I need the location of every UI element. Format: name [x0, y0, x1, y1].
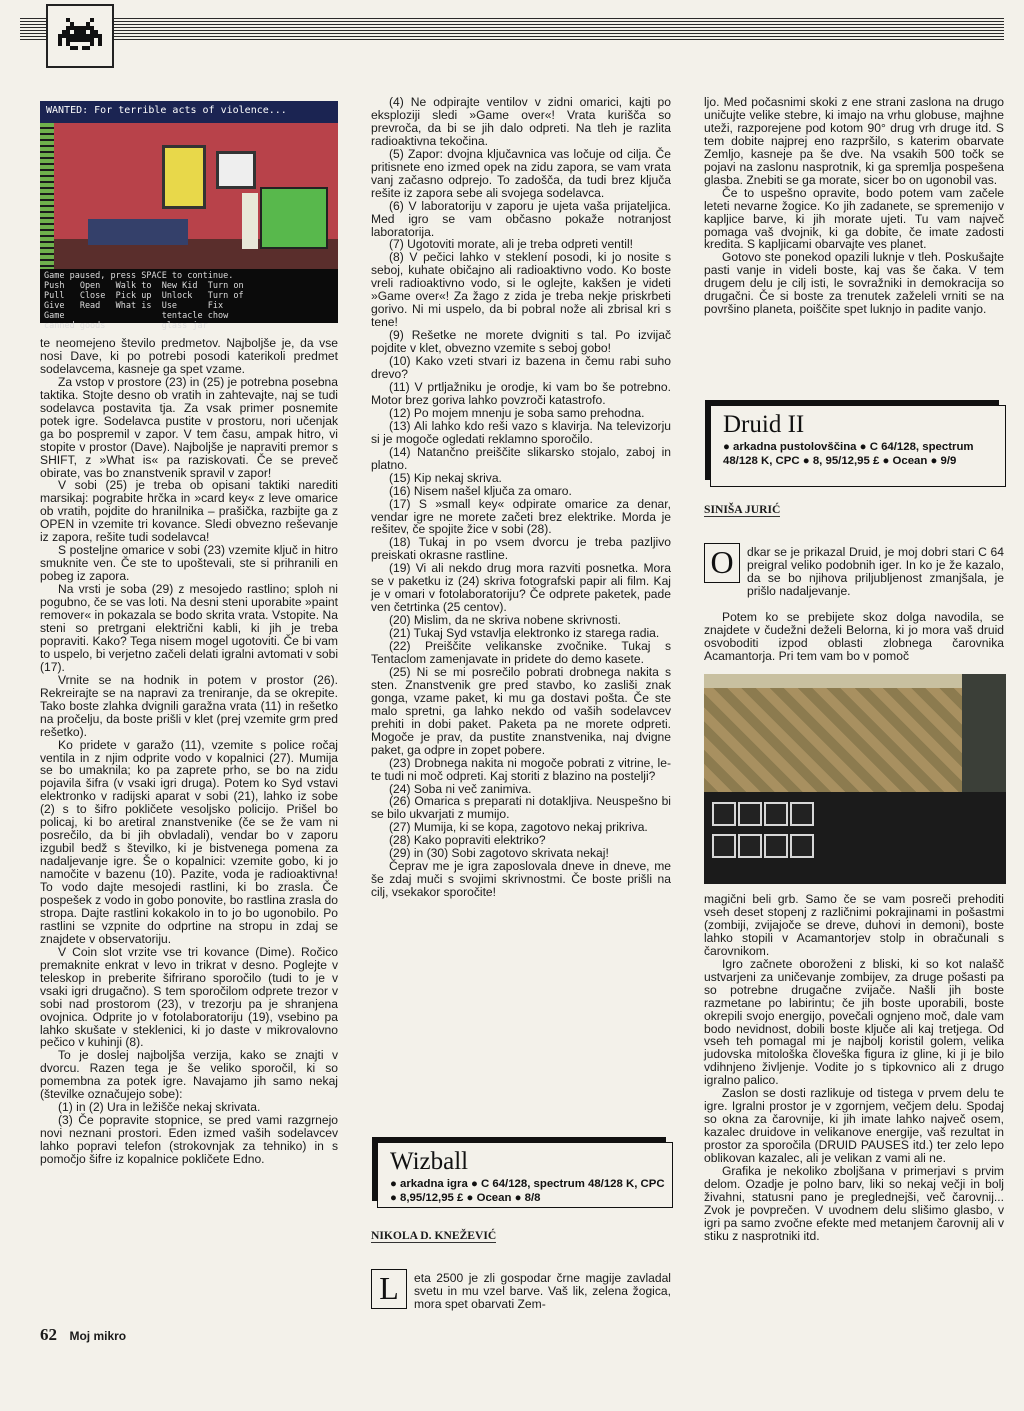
- paragraph: Če to uspešno opravite, bodo potem vam začele leteti nevarne žogice. Ko jih zadanete, se spremenijo v kapljice barve, ki jih morate ujeti. Tu vam največ pomaga vaš dvojnik, ki ga dobite, če imate zadosti kredita. S kapljicami obarvajte ves planet.: [704, 185, 1004, 252]
- wanted-poster-graphic: [162, 145, 206, 209]
- paragraph: (26) Omarica s preparati ni dotakljiva. Neuspešno bi se bilo ukvarjati z mumijo.: [371, 794, 671, 822]
- right-column-text-lower: [704, 893, 1004, 1243]
- picture-frame-graphic: [216, 151, 256, 189]
- paragraph: (6) V laboratoriju v zaporu je ujeta vaša prijateljica. Med igro se vam občasno pokaže notranjost laboratorija.: [371, 198, 671, 239]
- wizball-review-box: [377, 1142, 673, 1208]
- paragraph: (29) in (30) Sobi zagotovo skrivata nekaj!: [389, 846, 609, 861]
- page-number: 62: [40, 1325, 57, 1344]
- paragraph: (24) Soba ni več zanimiva.: [389, 781, 532, 796]
- paragraph: (9) Rešetke ne morete dvigniti s tal. Po izvijač pojdite v klet, obvezno vzemite s seboj gobo!: [371, 328, 671, 356]
- paragraph: Potem ko se prebijete skoz dolga navodila, se znajdete v čudežni deželi Belorna, ki jo mora vaš druid osvoboditi izpod oblasti zlobnega čarovnika Acamantorja. Pri tem vam bo v pomoč: [704, 610, 1004, 663]
- review-title: Druid II: [723, 411, 805, 438]
- room-graphic: [54, 123, 338, 269]
- paragraph: eta 2500 je zli gospodar črne magije zavladal svetu in mu vzel barve. Vaš lik, zelena žogica, mora spet obarvati Zem-: [414, 1271, 671, 1311]
- menu-line: Game paused, press SPACE to continue.: [44, 271, 234, 281]
- paragraph: (13) Ali lahko kdo reši vazo s klavirja. Na televizorju si je mogoče ogledati reklamno sporočilo.: [371, 418, 671, 446]
- maniac-mansion-screenshot: [40, 101, 338, 331]
- paragraph: (12) Po mojem mnenju je soba samo prehodna.: [389, 405, 645, 420]
- paragraph: (15) Kip nekaj skriva.: [389, 470, 502, 485]
- paragraph: (20) Mislim, da ne skriva nobene skrivnosti.: [389, 613, 621, 628]
- menu-line: Pull Close Pick up Unlock Turn of: [44, 291, 244, 301]
- menu-line: Game tentacle chow: [44, 311, 229, 321]
- paragraph: (21) Tukaj Syd vstavlja elektronko iz starega radia.: [389, 626, 660, 641]
- author-byline: NIKOLA D. KNEŽEVIĆ: [371, 1229, 497, 1242]
- drop-cap: O: [704, 543, 740, 583]
- header-rule: [20, 18, 1004, 40]
- paragraph: Za vstop v prostore (23) in (25) je potrebna posebna taktika. Stojte desno ob vratih in zahtevajte, naj se tudi sodelavca postavita tja. Za vsak primer posnemite potek igre. Sodelavca pustite v prostoru, nori učenjak ga bo pospremil v zapor. V tem času, ampak hitro, vi stopite v prostor (Dave). Najboljše je napraviti premor s SHIFT, z »What is« pa raziskovati. Če se preveč obirate, vas bo znanstvenik spravil v zapor!: [40, 374, 338, 480]
- paragraph: V sobi (25) je treba ob opisani taktiki narediti marsikaj: pograbite hrčka in »card key« z leve omarice ob vratih, pojdite do hranilnika – prašička, razbijte ga z OPEN in vzemite tri kovance. Sledi obvezno reševanje iz zapora, rešite tudi sodelavca!: [40, 478, 338, 545]
- paragraph: Ko pridete v garažo (11), vzemite s police ročaj ventila in z njim odprite vodo v kopalnici (27). Mumija se bo umaknila; ko pa zaprete prho, se bo na zidu pojavila šifra (v vsaki igri druga). Potem ko Syd vstavi elektronko v radijski aparat v sobi (21), lahko iz sobe (2) s to šifro pokličete vesoljsko policijo. Prišel bo policaj, ki bo aretiral znanstvenike (če se že vam ni posrečilo, da bi jih obvladali), vendar bo v zaporu izgubil bedž s številko, ki je bistvenega pomena za nadaljevanje igre. Še o kopalnici: vzemite gobo, ki jo namočite v bazenu (10). Pazite, voda je radioaktivna! To vodo dajte mesojedi rastlini, ki bo zrasla. Če pospešek z vodo in gobo ponovite, bo rastlina zrasla do stropa. Dajte rastlini kokakolo in to jo bo ugonobilo. Po rastlini se vzpnite do odprtine na stropu in zdaj se znajdete v observatoriju.: [40, 737, 338, 946]
- paragraph: ljo. Med počasnimi skoki z ene strani zaslona na drugo uničujte velike stebre, ki imajo na vrhu globuse, majhne uteži, razporejene pod kotom 90° drug vrh druge itd. S tem dobite najprej eno razpršilo, s katerim obarvate Zemljo, kasneje pa še dve. Na vsakih 500 točk se pojavi na zaslonu nasprotnik, ki ga spremlja pospešena glasba. Znebiti se ga morate, sicer bo on ugonobil vas.: [704, 95, 1004, 187]
- menu-line: canned goods glass jar: [44, 321, 208, 331]
- review-info: ● arkadna igra ● C 64/128, spectrum 48/128 K, CPC ● 8,95/12,95 £ ● Ocean ● 8/8: [390, 1178, 665, 1204]
- paragraph: (23) Drobnega nakita ni mogoče pobrati z vitrine, le-te tudi ni moč odpreti. Kaj storiti z blazino na postelji?: [371, 755, 671, 783]
- menu-line: Push Open Walk to New Kid Turn on: [44, 281, 244, 291]
- druid-screenshot: [704, 674, 1006, 884]
- drop-cap: L: [371, 1269, 407, 1309]
- right-column-text: [704, 96, 1004, 316]
- author-byline: SINIŠA JURIĆ: [704, 503, 781, 516]
- paragraph: (28) Kako popraviti elektriko?: [389, 833, 546, 848]
- paragraph: (5) Zapor: dvojna ključavnica vas ločuje od cilja. Če pritisnete eno izmed opek na zidu zapora, se vam vrata vanj začasno odprejo. To zadošča, da tudi brez ključa rešite iz zapora sebe ali svojega sodelavca.: [371, 146, 671, 200]
- paragraph: (3) Če popravite stopnice, se pred vami razgrnejo novi neznani prostori. Eden izmed vaših sodelavcev lahko popravi telefon (strokovnjak za tehniko) in s pomočjo šifre iz kopalnice pokličete Edno.: [40, 1113, 338, 1167]
- paragraph: (27) Mumija, ki se kopa, zagotovo nekaj prikriva.: [389, 820, 648, 835]
- paragraph: (18) Tukaj in po vsem dvorcu je treba pazljivo preiskati okrasne rastline.: [371, 535, 671, 563]
- paragraph: dkar se je prikazal Druid, je moj dobri stari C 64 preigral veliko podobnih iger. In ko je že kazalo, da se bo njihova priljubljenost zmanjšala, je prišlo nadaljevanje.: [747, 545, 1004, 598]
- paragraph: (4) Ne odpirajte ventilov v zidni omarici, kajti po eksploziji sledi »Game over«! Vrata kurišča so prevroča, da bi se jih dalo odpreti. Na tleh je razlita radioaktivna tekočina.: [371, 95, 671, 148]
- review-title: Wizball: [390, 1148, 469, 1175]
- druid-review-box: [710, 405, 1006, 487]
- paragraph: S posteljne omarice v sobi (23) vzemite ključ in hitro smuknite ven. Če ste to upoštevali, ste si prihranili en pobeg iz zapora.: [40, 543, 338, 584]
- paragraph: Na vrsti je soba (29) z mesojedo rastlino; sploh ni pogubno, če se vas loti. Na desni steni uporabite »paint remover« in pokazala se bodo skrita vrata. Vstopite. Na steni so pretrgani električni kabli, ki jih je treba popraviti. Kako? Tega nisem mogel ugotoviti. Če bi vam to uspelo, bi verjetno začeli delati igralni avtomati v sobi (17).: [40, 582, 338, 674]
- paragraph: (10) Kako vzeti stvari iz bazena in čemu rabi suho drevo?: [371, 354, 671, 382]
- drop-cap-continuation: [704, 611, 1004, 663]
- paragraph: magični beli grb. Samo če se vam posreči prehoditi vseh deset stopenj z različnimi pokrajinami in pošastmi (zombiji, zvijajoče se dreve, duhovi in demoni), boste lahko stopili v Acamantorjev stolp in obračunali s čarovnikom.: [704, 892, 1004, 958]
- page-footer: [40, 1325, 126, 1345]
- play-field-graphic: [704, 674, 962, 792]
- ladder-graphic: [40, 123, 54, 269]
- paragraph: (11) V prtljažniku je orodje, ki vam bo še potrebno. Motor brez goriva lahko povzroči katastrofo.: [371, 379, 671, 407]
- paragraph: Vrnite se na hodnik in potem v prostor (26). Rekreirajte se na napravi za treniranje, da se okrepite. Tako boste zlahka dvignili garažna vrata (11) in rešetko na pročelju, da boste prišli v klet (prej vzemite grm pred rešetko).: [40, 672, 338, 739]
- magazine-name: Moj mikro: [69, 1329, 127, 1343]
- paragraph: (17) S »small key« odpirate omarice za denar, vendar igre ne morete začeti brez elektrike. Morda je rešitev, če spojite žice v sobi (28).: [371, 496, 671, 537]
- paragraph: Gotovo ste ponekod opazili luknje v tleh. Poskušajte pasti vanje in videli boste, kaj vas še čaka. V tem drugem delu je cilj isti, le sovražniki in demokracija so drugačni. Če si boste za trenutek zaželeli vrniti se na površino planeta, poiščite spet luknjo in padite vanjo.: [704, 250, 1004, 317]
- paragraph: To je doslej najboljša verzija, kako se znajti v dvorcu. Razen tega je še veliko sporočil, ki so pomembna za potek igre. Navajamo jih samo nekaj (številke označujejo sobe):: [40, 1048, 338, 1102]
- drop-cap-text: [747, 546, 1004, 598]
- left-column-text: [40, 337, 338, 1166]
- paragraph: Čeprav me je igra zaposlovala dneve in dneve, me še zdaj muči s svojimi skrivnostmi. Če boste prišli na cilj, vsekakor sporočite!: [371, 859, 671, 900]
- paragraph: (25) Ni se mi posrečilo pobrati drobnega nakita s sten. Znanstvenik gre pred stavbo, ko zasliši znak gonga, vzame paket, ki mu ga dostavi pošta. Če ste malo spretni, ga lahko nekdo od vaših sodelavcev prehiti in dobi paket. Paketa pa ne morete odpreti. Mogoče je prav, da pustite znanstvenika, naj dvigne paket, ga odpre in zopet pobere.: [371, 664, 671, 757]
- paragraph: (8) V pečici lahko v steklení posodi, ki jo nosite s seboj, kuhate običajno ali radioaktivno vodo. Ko boste vreli radioaktivno vodo, si le oglejte, kakšen je videti »Game over«! Za žago z zida je treba nekje priskrbeti gorivo. Ni mi uspelo, da bi pobral nože ali zbrisal kri s tene!: [371, 250, 671, 330]
- paragraph: Igro začnete oboroženi z bliski, ki so kot nalašč ustvarjeni za uničevanje zombijev, za druge pošasti pa so potrebne drugačne zvijače. Našli jih boste razmetane po labirintu; če jih boste uporabili, boste okrepili svojo energijo, povečali ognjeno moč, dale vam bodo nevidnost, dobili boste ključe ali kaj tretjega. Od vseh teh pomagal mi je najbolj koristil golem, velika judovska mitološka človeška figura iz gline, ki ji je bilo vdihnjeno življenje. Vodite jo s tipkovnico ali z drugo igralno palico.: [704, 956, 1004, 1088]
- paragraph: (19) Vi ali nekdo drug mora razviti posnetka. Mora se v paketku iz (24) skriva fotografski papir ali film. Kaj je v omari v fotolaboratoriju? Če odprete paketek, pade ven četrtinka (25 centov).: [371, 561, 671, 615]
- paragraph: (7) Ugotoviti morate, ali je treba odpreti ventil!: [389, 237, 634, 252]
- character-graphic: [242, 193, 258, 249]
- paragraph: (22) Preiščite velikanske zvočnike. Tukaj s Tentaclom zamenjavate in pridete do demo kasete.: [371, 639, 671, 666]
- paragraph: Grafika je nekoliko zboljšana v primerjavi s prvim delom. Ozadje je polno barv, liki so nekaj večji in bolj živahni, statusni pano je preglednejši, več čarovnij... Zvok je povprečen. V uvodnem delu slišimo glasbo, v igri pa samo zvočne efekte med metanjem čarovnij ali v stiku z nasprotniki itd.: [704, 1164, 1004, 1243]
- menu-line: Give Read What is Use Fix: [44, 301, 224, 311]
- paragraph: (1) in (2) Ura in ležišče nekaj skrivata.: [58, 1100, 261, 1115]
- review-info: ● arkadna pustolovščina ● C 64/128, spectrum 48/128 K, CPC ● 8, 95/12,95 £ ● Ocean ● 9/9: [723, 441, 974, 467]
- paragraph: Zaslon se dosti razlikuje od tistega v prvem delu te igre. Igralni prostor je v zgornjem, večjem delu. Spodaj so okna za čarovnije, ki jih imate lahko največ osem, kazalec druidove in velikanove energije, vaš rezultat in prostor za sporočila (DRUID PAUSES itd.) ter zelo lepo oblikovan kazalec, ali je velikan z vami ali ne.: [704, 1086, 1004, 1166]
- space-invader-logo-icon: [46, 4, 114, 68]
- verb-menu: [40, 269, 338, 331]
- machine-graphic: [260, 187, 328, 249]
- middle-column-text: [371, 96, 671, 899]
- paragraph: (16) Nisem našel ključa za omaro.: [389, 483, 572, 498]
- bed-graphic: [88, 219, 188, 245]
- paragraph: (14) Natančno preiščite slikarsko stojalo, zaboj in platno.: [371, 444, 671, 472]
- drop-cap-text: [414, 1272, 671, 1311]
- screenshot-title-line: WANTED: For terrible acts of violence...: [40, 101, 338, 123]
- paragraph: te neomejeno število predmetov. Najboljše je, da vse nosi Dave, ki po potrebi posodi katerikoli predmet sodelavcema, kasneje ga spet vzame.: [40, 336, 338, 376]
- paragraph: V Coin slot vrzite vse tri kovance (Dime). Ročico premaknite enkrat v levo in trikrat v desno. Poglejte v teleskop in preberite šifrirano sporočilo (tudi to je v vsaki igri drugačno). S tem sporočilom odprete trezor v sobi nad prostorom (23), v trezorju pa je shranjena ovojnica. Odprite jo v fotolaboratoriju (19), vsebino pa lahko skušate v steklenici, ki jo daste v mikrovalovno pečico v kuhinji (8).: [40, 944, 338, 1050]
